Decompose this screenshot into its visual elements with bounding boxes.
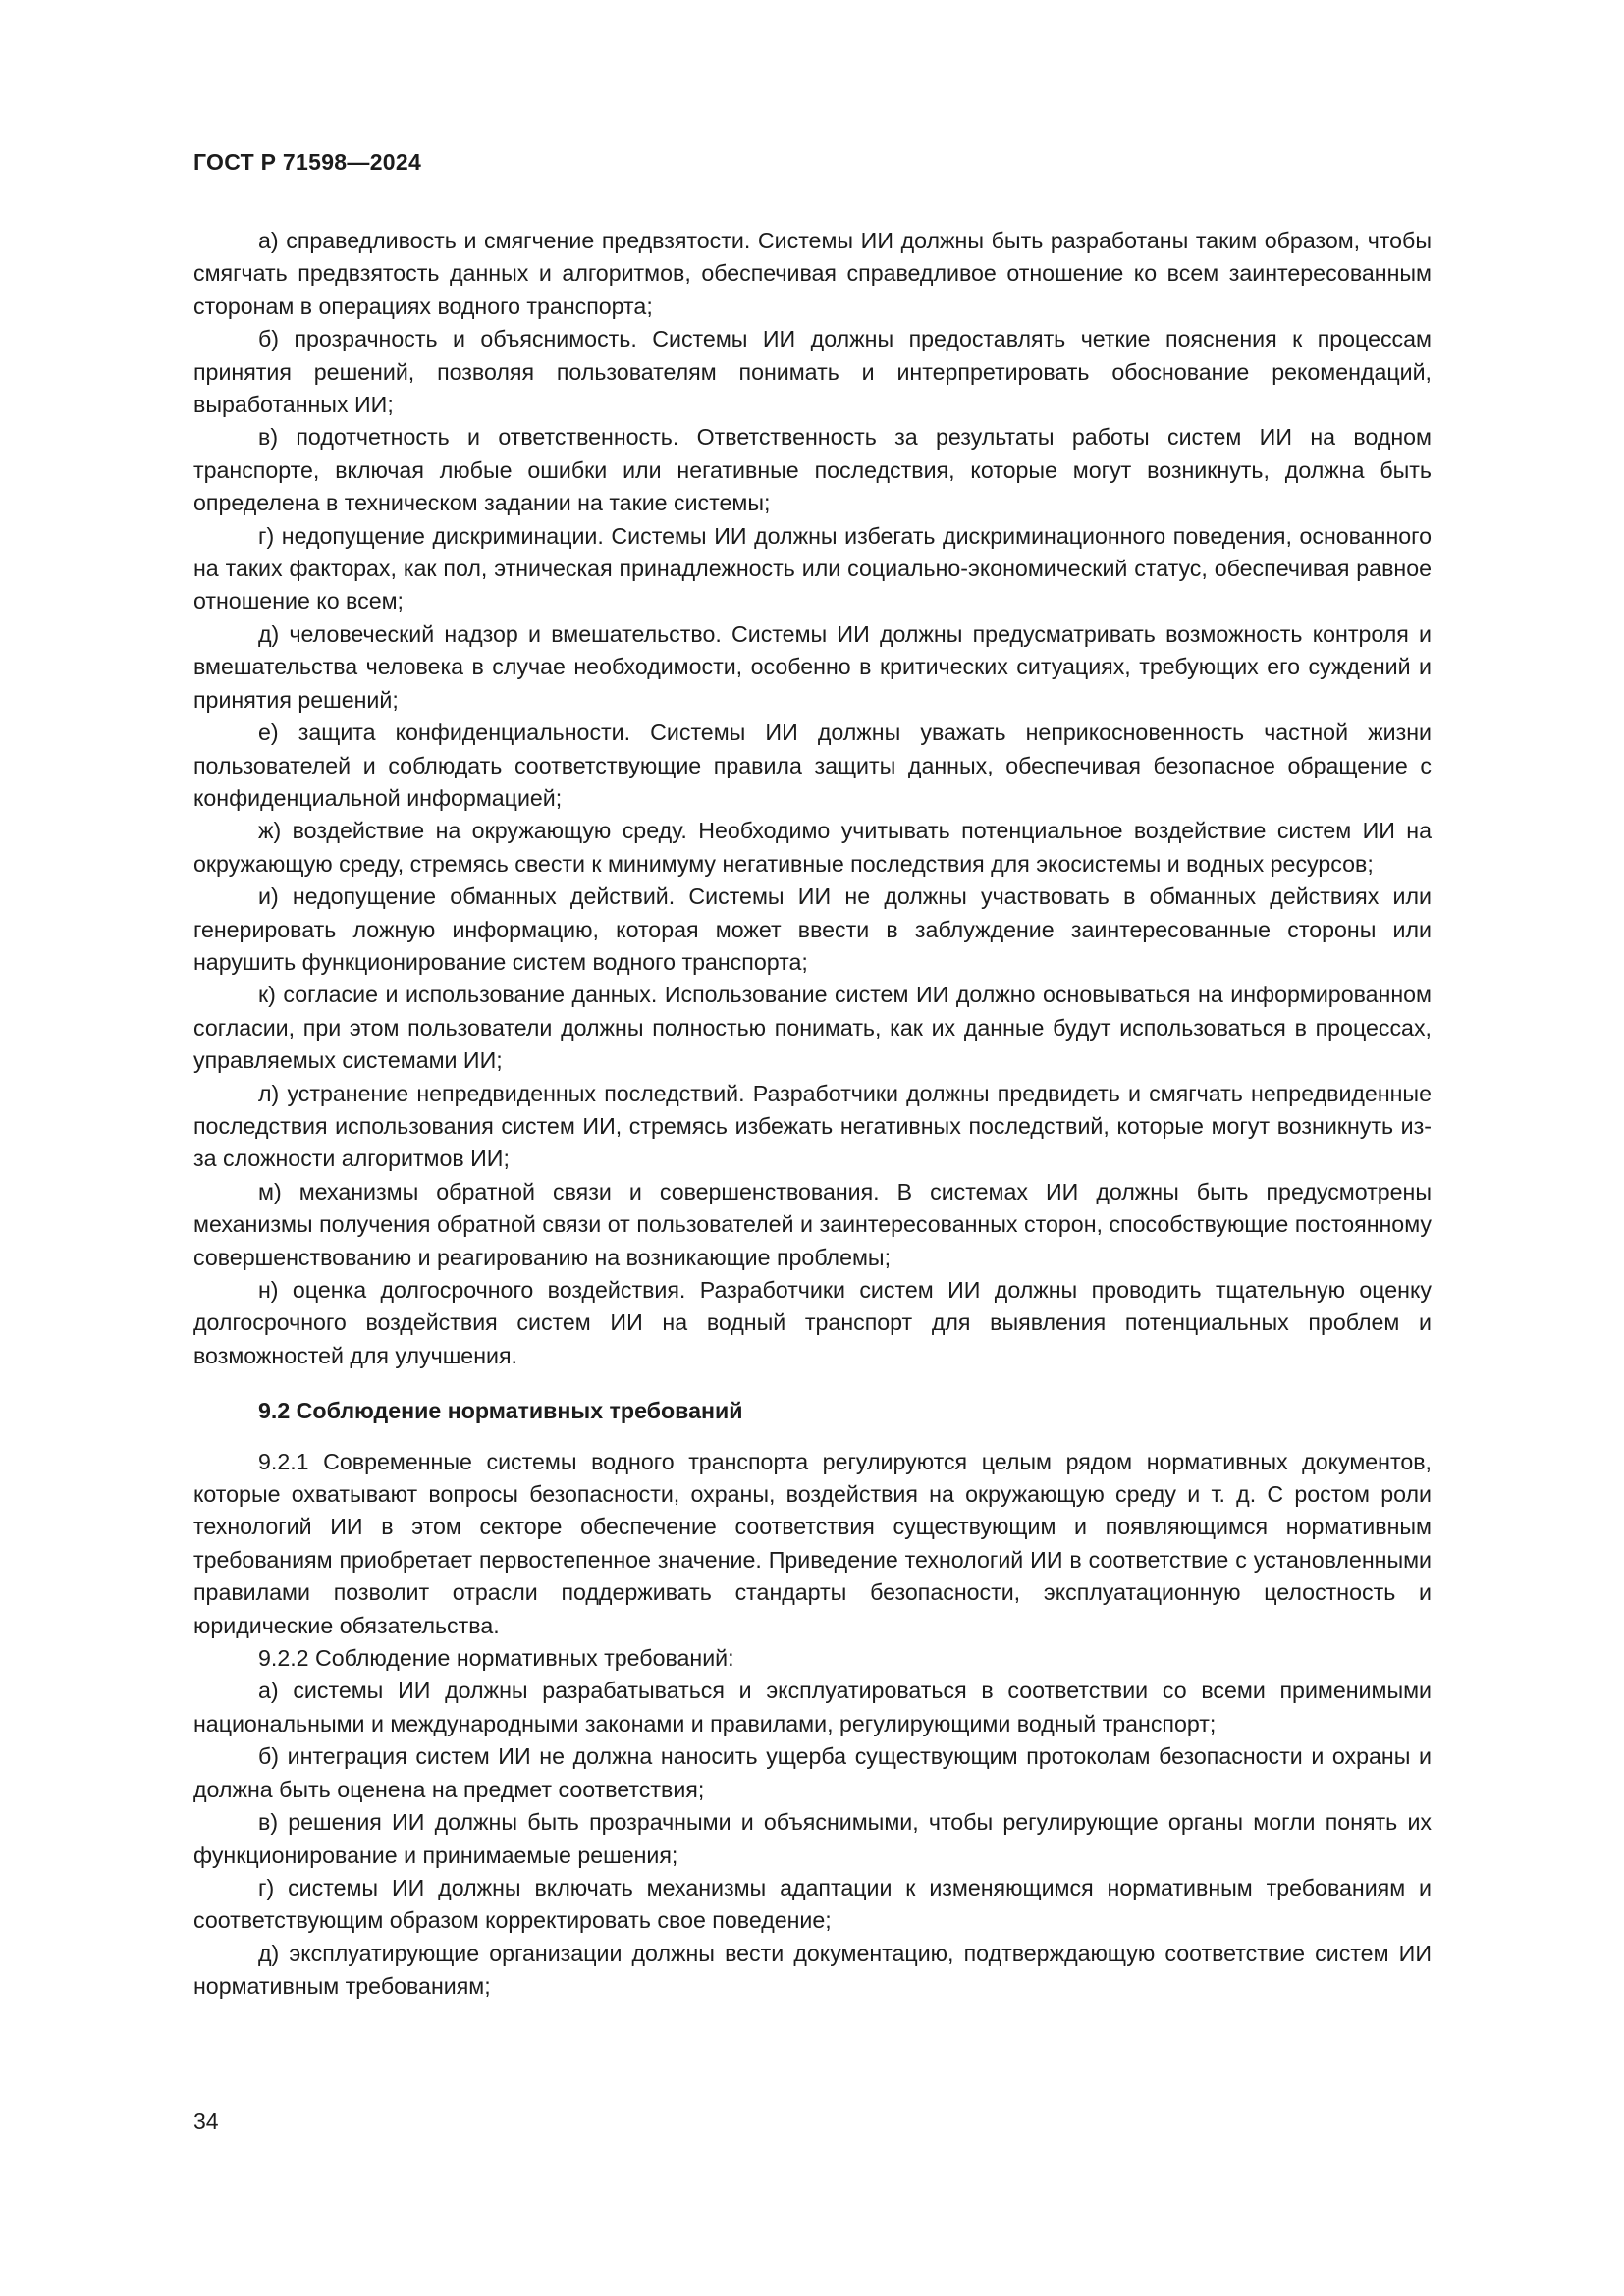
requirement-b: б) интеграция систем ИИ не должна наносить ущерба существующим протоколам безопасности и охраны и должна быть оценена на предмет соответствия; bbox=[193, 1743, 1432, 1802]
principle-k: к) согласие и использование данных. Использование систем ИИ должно основываться на информированном согласии, при этом пользователи должны полностью понимать, как их данные будут использоваться в процессах, управляемых системами ИИ; bbox=[193, 982, 1432, 1074]
principle-a: а) справедливость и смягчение предвзятости. Системы ИИ должны быть разработаны таким образом, чтобы смягчать предвзятость данных и алгоритмов, обеспечивая справедливое отношение ко всем заинтересованным сторонам в операциях водного транспорта; bbox=[193, 228, 1432, 319]
principle-g: г) недопущение дискриминации. Системы ИИ должны избегать дискриминационного поведения, основанного на таких факторах, как пол, этническая принадлежность или социально-экономический статус, обеспечивая равное отношение ко всем; bbox=[193, 522, 1432, 614]
page-body bbox=[193, 225, 1432, 2003]
principle-i: и) недопущение обманных действий. Системы ИИ не должны участвовать в обманных действиях или генерировать ложную информацию, которая может ввести в заблуждение заинтересованные стороны или нарушить функционирование систем водного транспорта; bbox=[193, 883, 1432, 975]
section-heading-9-2: 9.2 Соблюдение нормативных требований bbox=[258, 1398, 743, 1424]
clause-9-2-1: 9.2.1 Современные системы водного транспорта регулируются целым рядом нормативных документов, которые охватывают вопросы безопасности, охраны, воздействия на окружающую среду и т. д. С ростом роли технологий ИИ в этом секторе обеспечение соответствия существующим и появляющимся нормативным требованиям приобретает первостепенное значение. Приведение технологий ИИ в соответствие с установленными правилами позволит отрасли поддерживать стандарты безопасности, эксплуатационную целостность и юридические обязательства. bbox=[193, 1448, 1432, 1638]
principle-b: б) прозрачность и объяснимость. Системы ИИ должны предоставлять четкие пояснения к процессам принятия решений, позволяя пользователям понимать и интерпретировать обоснование рекомендаций, выработанных ИИ; bbox=[193, 326, 1432, 418]
requirement-d: д) эксплуатирующие организации должны вести документацию, подтверждающую соответствие систем ИИ нормативным требованиям; bbox=[193, 1940, 1432, 2000]
principle-m: м) механизмы обратной связи и совершенствования. В системах ИИ должны быть предусмотрены механизмы получения обратной связи от пользователей и заинтересованных сторон, способствующие постоянному совершенствованию и реагированию на возникающие проблемы; bbox=[193, 1178, 1432, 1270]
clause-9-2-2: 9.2.2 Соблюдение нормативных требований: bbox=[258, 1645, 734, 1672]
principle-v: в) подотчетность и ответственность. Ответственность за результаты работы систем ИИ на водном транспорте, включая любые ошибки или негативные последствия, которые могут возникнуть, должна быть определена в техническом задании на такие системы; bbox=[193, 424, 1432, 516]
principle-n: н) оценка долгосрочного воздействия. Разработчики систем ИИ должны проводить тщательную оценку долгосрочного воздействия систем ИИ на водный транспорт для выявления потенциальных проблем и возможностей для улучшения. bbox=[193, 1277, 1432, 1368]
requirement-a: а) системы ИИ должны разрабатываться и эксплуатироваться в соответствии со всеми применимыми национальными и международными законами и правилами, регулирующими водный транспорт; bbox=[193, 1678, 1432, 1736]
requirement-v: в) решения ИИ должны быть прозрачными и объяснимыми, чтобы регулирующие органы могли понять их функционирование и принимаемые решения; bbox=[193, 1809, 1432, 1868]
requirement-g: г) системы ИИ должны включать механизмы адаптации к изменяющимся нормативным требованиям и соответствующим образом корректировать свое поведение; bbox=[193, 1874, 1432, 1934]
principle-e: е) защита конфиденциальности. Системы ИИ должны уважать неприкосновенность частной жизни пользователей и соблюдать соответствующие правила защиты данных, обеспечивая безопасное обращение с конфиденциальной информацией; bbox=[193, 720, 1432, 811]
document-header-standard-id: ГОСТ Р 71598—2024 bbox=[193, 149, 422, 175]
principle-d: д) человеческий надзор и вмешательство. Системы ИИ должны предусматривать возможность контроля и вмешательства человека в случае необходимости, особенно в критических ситуациях, требующих его суждений и принятия решений; bbox=[193, 620, 1432, 713]
principle-zh: ж) воздействие на окружающую среду. Необходимо учитывать потенциальное воздействие систем ИИ на окружающую среду, стремясь свести к минимуму негативные последствия для экосистемы и водных ресурсов; bbox=[193, 818, 1432, 877]
principle-l: л) устранение непредвиденных последствий. Разработчики должны предвидеть и смягчать непредвиденные последствия использования систем ИИ, стремясь избежать негативных последствий, которые могут возникнуть из-за сложности алгоритмов ИИ; bbox=[193, 1080, 1432, 1172]
page-number: 34 bbox=[193, 2109, 219, 2134]
